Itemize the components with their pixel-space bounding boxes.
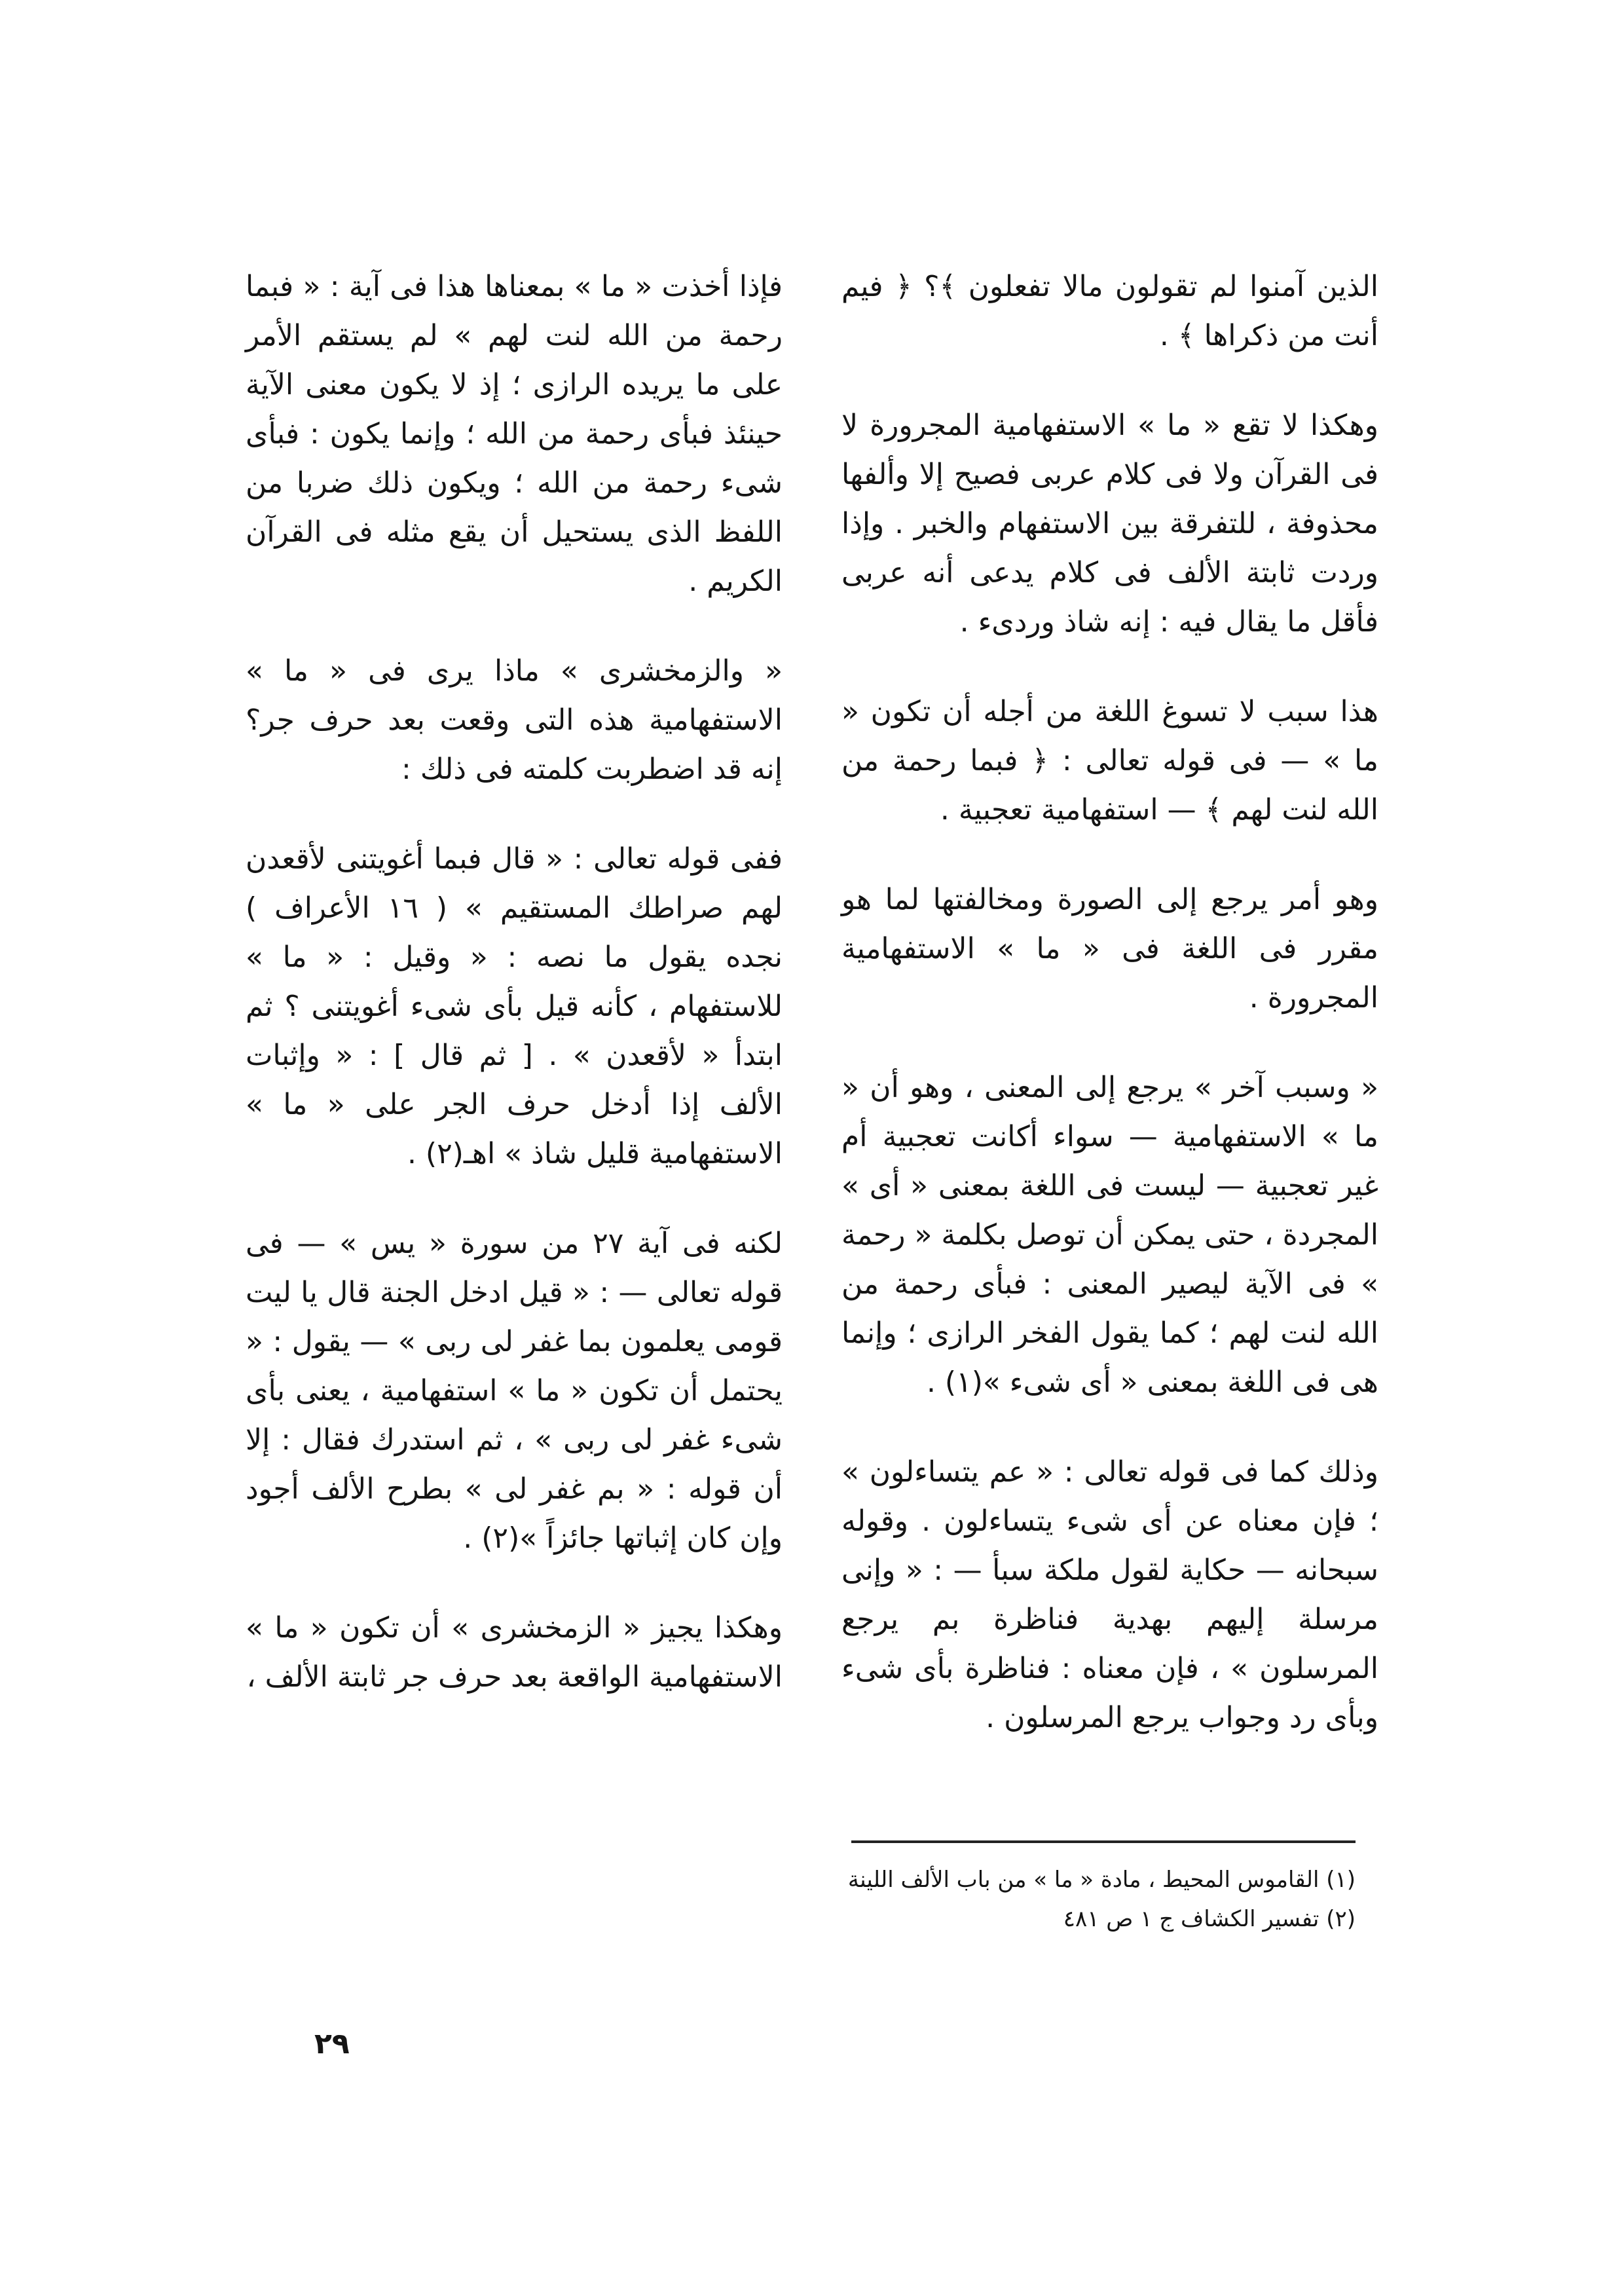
paragraph: وذلك كما فى قوله تعالى : « عم يتساءلون » ؛ فإن معناه عن أى شىء يتساءلون . وقوله سبحانه — حكاية لقول ملكة سبأ — : « وإنى مرسلة إليهم بهدية فناظرة بم يرجع المرسلون » ، فإن معناه : فناظرة بأى شىء وبأى رد وجواب يرجع المرسلون . bbox=[841, 1455, 1378, 1734]
footnote: (٢) تفسير الكشاف ج ١ ص ٤٨١ bbox=[1063, 1906, 1356, 1932]
paragraph: ففى قوله تعالى : « قال فبما أغويتنى لأقعدن لهم صراطك المستقيم » ( ١٦ الأعراف ) نجده يقول ما نصه : « وقيل : « ما » للاستفهام ، كأنه قيل بأى شىء أغويتنى ؟ ثم ابتدأ « لأقعدن » . [ ثم قال ] : « وإثبات الألف إذا أدخل حرف الجر على « ما » الاستفهامية قليل شاذ » اهـ(٢) . bbox=[246, 842, 783, 1170]
paragraph: وهو أمر يرجع إلى الصورة ومخالفتها لما هو مقرر فى اللغة فى « ما » الاستفهامية المجرورة . bbox=[841, 883, 1378, 1015]
paragraph: فإذا أخذت « ما » بمعناها هذا فى آية : « فبما رحمة من الله لنت لهم » لم يستقم الأمر على ما يريده الرازى ؛ إذ لا يكون معنى الآية حينئذ فبأى رحمة من الله ؛ وإنما يكون : فبأى شىء رحمة من الله ؛ ويكون ذلك ضربا من اللفظ الذى يستحيل أن يقع مثله فى القرآن الكريم . bbox=[246, 270, 783, 598]
footnote-divider bbox=[851, 1840, 1356, 1843]
paragraph: هذا سبب لا تسوغ اللغة من أجله أن تكون « ما » — فى قوله تعالى : ﴿ فبما رحمة من الله لنت لهم ﴾ — استفهامية تعجبية . bbox=[841, 695, 1378, 827]
right-column bbox=[841, 262, 1378, 1783]
paragraph: الذين آمنوا لم تقولون مالا تفعلون ﴾؟ ﴿ فيم أنت من ذكراها ﴾ . bbox=[841, 270, 1378, 352]
paragraph: « والزمخشرى » ماذا يرى فى « ما » الاستفهامية هذه التى وقعت بعد حرف جر؟ إنه قد اضطربت كلمته فى ذلك : bbox=[246, 654, 783, 786]
footnotes bbox=[655, 1860, 1356, 1939]
footnote: (١) القاموس المحيط ، مادة « ما » من باب الألف اللينة bbox=[847, 1867, 1356, 1893]
left-column bbox=[246, 262, 783, 1742]
paragraph: وهكذا لا تقع « ما » الاستفهامية المجرورة لا فى القرآن ولا فى كلام عربى فصيح إلا وألفها محذوفة ، للتفرقة بين الاستفهام والخبر . وإذا وردت ثابتة الألف فى كلام يدعى أنه عربى فأقل ما يقال فيه : إنه شاذ وردىء . bbox=[841, 409, 1378, 639]
paragraph: وهكذا يجيز « الزمخشرى » أن تكون « ما » الاستفهامية الواقعة بعد حرف جر ثابتة الألف ، bbox=[246, 1611, 783, 1694]
paragraph: لكنه فى آية ٢٧ من سورة « يس » — فى قوله تعالى — : « قيل ادخل الجنة قال يا ليت قومى يعلمون بما غفر لى ربى » — يقول : « يحتمل أن تكون « ما » استفهامية ، يعنى بأى شىء غفر لى ربى » ، ثم استدرك فقال : إلا أن قوله : « بم غفر لى » بطرح الألف أجود وإن كان إثباتها جائزاً »(٢) . bbox=[246, 1227, 783, 1555]
page-number: ٢٩ bbox=[314, 2027, 350, 2061]
paragraph: « وسبب آخر » يرجع إلى المعنى ، وهو أن « ما » الاستفهامية — سواء أكانت تعجبية أم غير تعجبية — ليست فى اللغة بمعنى « أى » المجردة ، حتى يمكن أن توصل بكلمة « رحمة » فى الآية ليصير المعنى : فبأى رحمة من الله لنت لهم ؛ كما يقول الفخر الرازى ؛ وإنما هى فى اللغة بمعنى « أى شىء »(١) . bbox=[841, 1071, 1378, 1399]
